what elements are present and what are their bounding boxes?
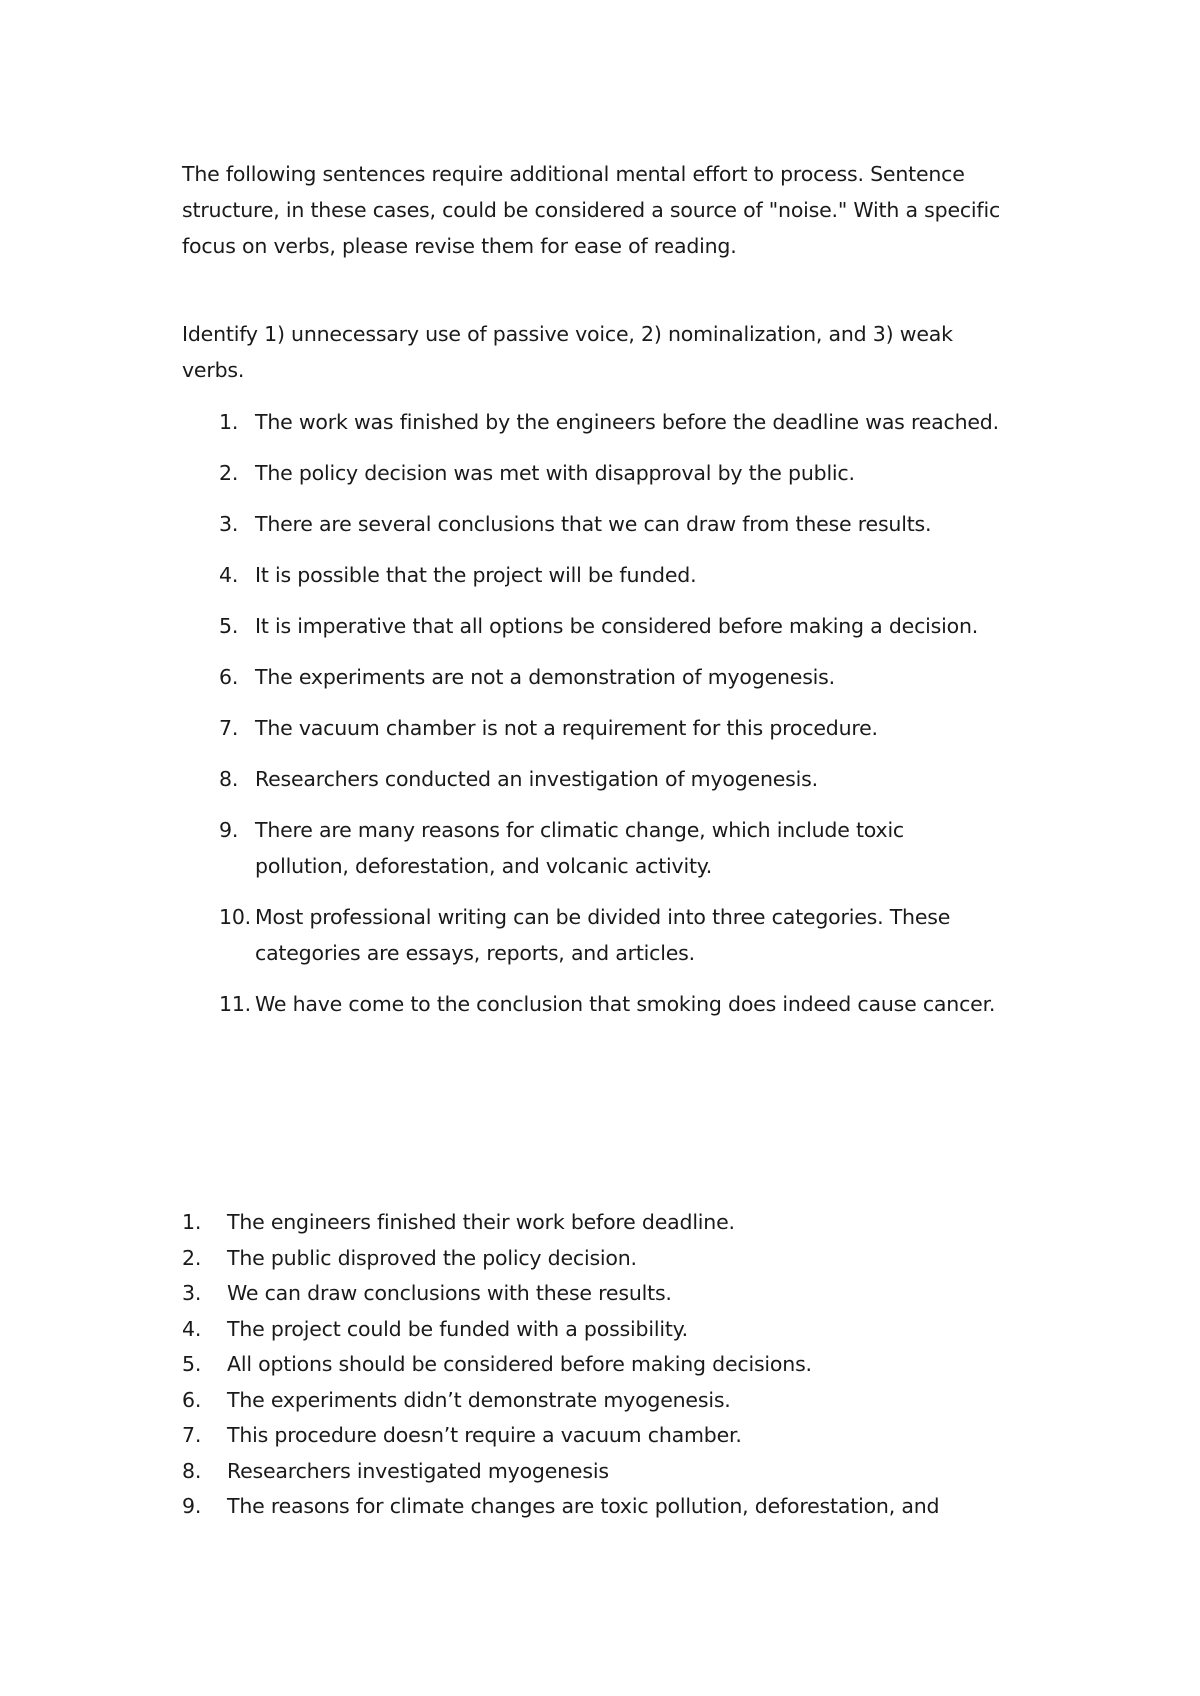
exercise-text: The vacuum chamber is not a requirement for this procedure. xyxy=(255,716,878,740)
exercise-number: 7. xyxy=(219,716,239,740)
answer-item xyxy=(0,1489,1047,1525)
exercise-text: The policy decision was met with disapproval by the public. xyxy=(255,461,855,485)
answer-item xyxy=(0,1241,1047,1277)
answer-number: 4. xyxy=(182,1316,202,1341)
exercise-text: The experiments are not a demonstration of myogenesis. xyxy=(255,665,835,689)
exercise-number: 8. xyxy=(219,767,239,791)
answer-text: The experiments didn’t demonstrate myogenesis. xyxy=(227,1387,731,1412)
answer-number: 7. xyxy=(182,1423,202,1447)
exercise-list xyxy=(0,404,1000,1037)
answer-number: 2. xyxy=(182,1245,202,1270)
exercise-item xyxy=(0,812,1000,884)
exercise-item xyxy=(0,608,1000,644)
exercise-number: 11. xyxy=(219,992,252,1016)
answer-number: 8. xyxy=(182,1458,202,1483)
answer-text: The public disproved the policy decision. xyxy=(227,1245,637,1270)
exercise-item xyxy=(0,761,1000,797)
answer-text: Researchers investigated myogenesis xyxy=(227,1458,609,1483)
answer-item xyxy=(0,1347,1047,1383)
exercise-item xyxy=(0,899,1000,971)
exercise-number: 3. xyxy=(219,512,239,536)
answer-item xyxy=(0,1276,1047,1312)
answer-number: 5. xyxy=(182,1352,202,1376)
exercise-item xyxy=(0,710,1000,746)
exercise-text: It is possible that the project will be funded. xyxy=(255,563,697,587)
exercise-text: There are many reasons for climatic change, which include toxic pollution, deforestation, and volcanic activity. xyxy=(255,818,905,878)
exercise-text: Most professional writing can be divided into three categories. These categories are essays, reports, and articles. xyxy=(255,905,951,965)
exercise-number: 2. xyxy=(219,461,239,485)
answer-number: 3. xyxy=(182,1281,202,1305)
exercise-item xyxy=(0,404,1000,440)
answer-text: The reasons for climate changes are toxic pollution, deforestation, and xyxy=(227,1494,940,1518)
intro-paragraph: The following sentences require additional mental effort to process. Sentence structure, in these cases, could be considered a source of "noise." With a specific focus on verbs, please revise them for ease of reading. xyxy=(182,162,1001,258)
answer-item xyxy=(0,1418,1047,1454)
exercise-text: It is imperative that all options be considered before making a decision. xyxy=(255,614,979,638)
answer-item xyxy=(0,1454,1047,1490)
answer-number: 1. xyxy=(182,1210,202,1234)
exercise-item xyxy=(0,557,1000,593)
exercise-number: 1. xyxy=(219,410,239,434)
answer-list xyxy=(0,1205,1047,1525)
exercise-number: 4. xyxy=(219,563,239,587)
exercise-item xyxy=(0,506,1000,542)
exercise-item xyxy=(0,659,1000,695)
exercise-text: The work was finished by the engineers before the deadline was reached. xyxy=(255,410,999,434)
exercise-number: 10. xyxy=(219,905,252,929)
answer-text: The project could be funded with a possibility. xyxy=(227,1316,688,1341)
exercise-number: 9. xyxy=(219,818,239,842)
answer-text: The engineers finished their work before deadline. xyxy=(227,1210,735,1234)
exercise-text: We have come to the conclusion that smoking does indeed cause cancer. xyxy=(255,992,996,1016)
exercise-item xyxy=(0,455,1000,491)
answer-item xyxy=(0,1312,1047,1348)
exercise-text: Researchers conducted an investigation of myogenesis. xyxy=(255,767,818,791)
answer-item xyxy=(0,1383,1047,1419)
answer-number: 9. xyxy=(182,1494,202,1518)
instruction-paragraph: Identify 1) unnecessary use of passive voice, 2) nominalization, and 3) weak verbs. xyxy=(182,322,953,382)
exercise-text: There are several conclusions that we can draw from these results. xyxy=(255,512,932,536)
answer-text: All options should be considered before making decisions. xyxy=(227,1352,812,1376)
exercise-item xyxy=(0,986,1000,1022)
answer-text: We can draw conclusions with these results. xyxy=(227,1281,672,1305)
exercise-number: 6. xyxy=(219,665,239,689)
exercise-number: 5. xyxy=(219,614,239,638)
answer-number: 6. xyxy=(182,1387,202,1412)
answer-text: This procedure doesn’t require a vacuum chamber. xyxy=(227,1423,742,1447)
answer-item xyxy=(0,1205,1047,1241)
